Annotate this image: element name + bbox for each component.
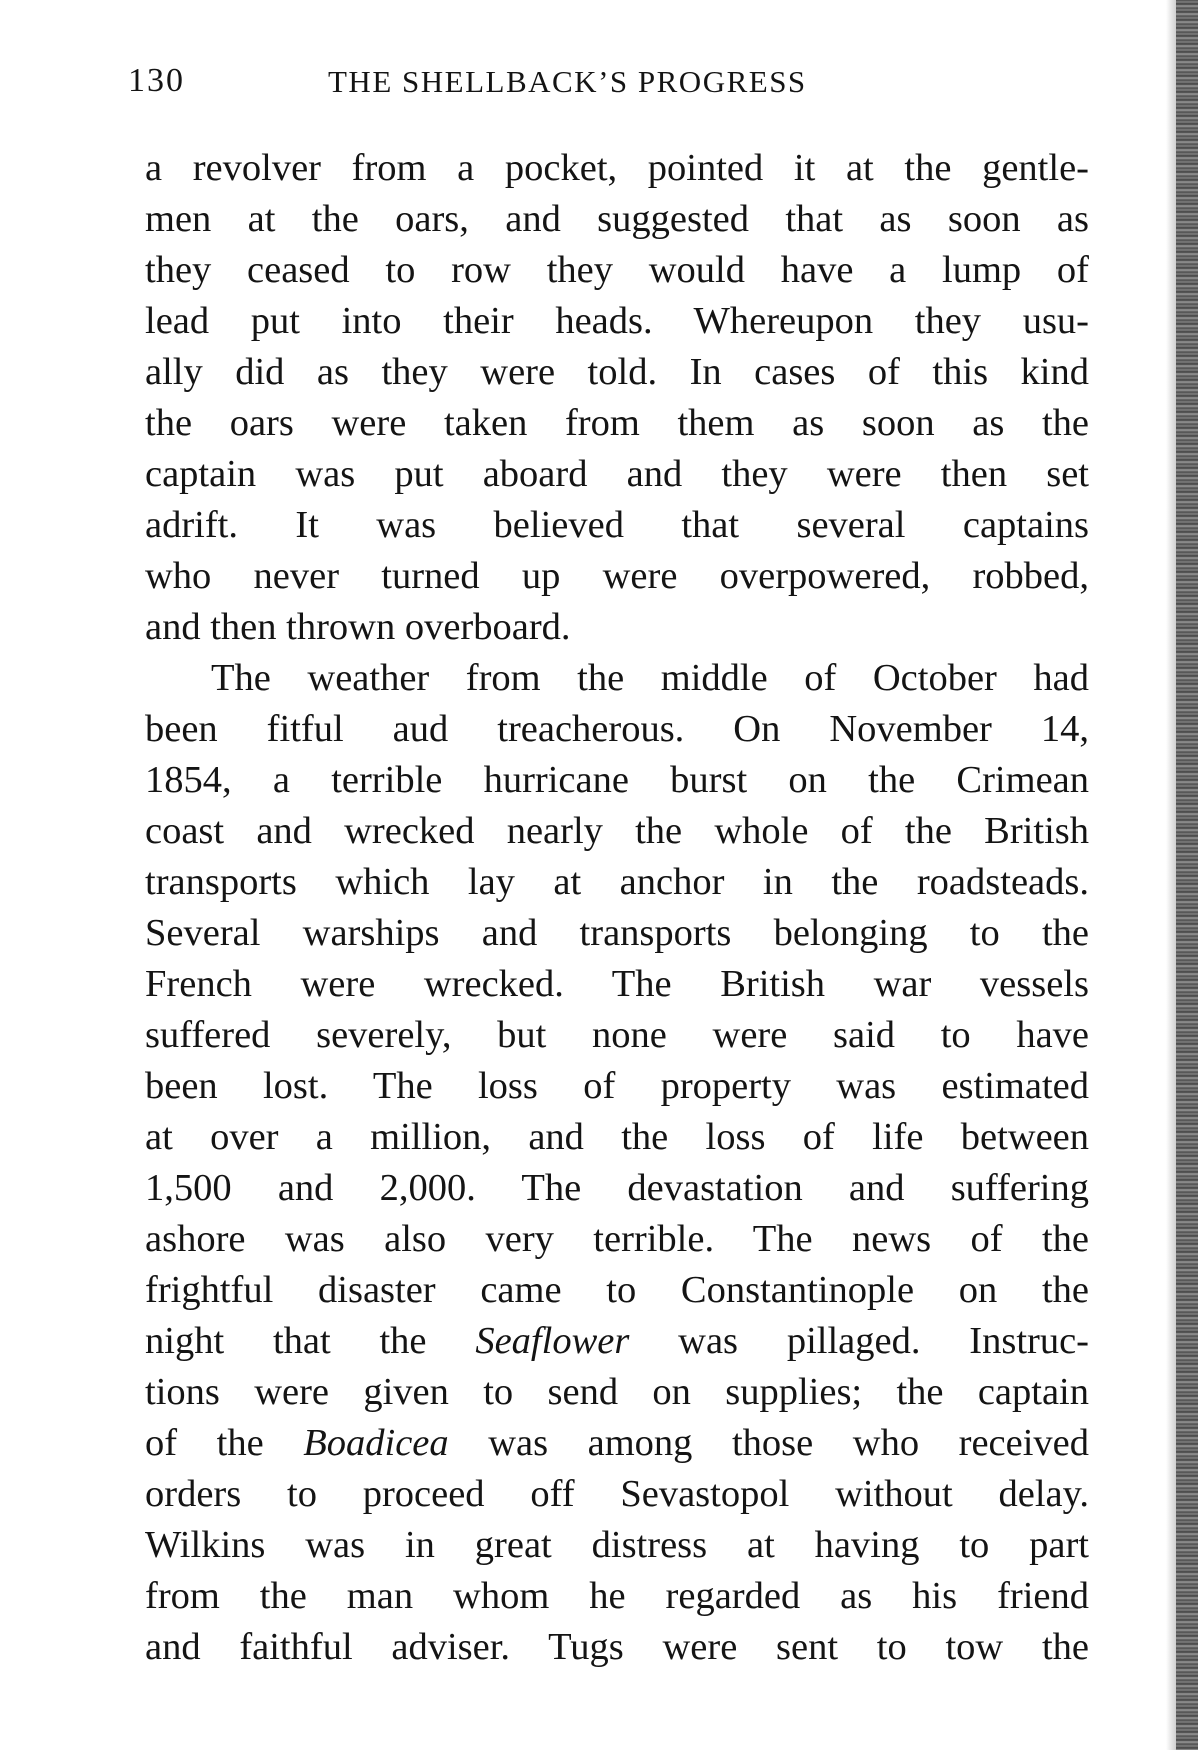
text-line: adrift. It was believed that several captains (145, 504, 1089, 546)
ship-name-boadicea: Boadicea (303, 1422, 449, 1464)
text-line: the oars were taken from them as soon as the (145, 402, 1089, 444)
text-line (145, 1316, 1089, 1367)
text-line: men at the oars, and suggested that as soon as (145, 198, 1089, 240)
page-header (128, 62, 928, 110)
text-line: The weather from the middle of October had (211, 657, 1089, 699)
text-segment: was among those who received (488, 1422, 1090, 1464)
text-line: lead put into their heads. Whereupon they usu- (145, 300, 1089, 342)
text-line: been lost. The loss of property was estimated (145, 1065, 1089, 1107)
text-line: suffered severely, but none were said to have (145, 1014, 1089, 1056)
body-text (145, 143, 1089, 1673)
text-line: ashore was also very terrible. The news of the (145, 1218, 1089, 1260)
text-line: coast and wrecked nearly the whole of the British (145, 810, 1089, 852)
text-line: a revolver from a pocket, pointed it at the gentle- (145, 147, 1089, 189)
text-segment: was pillaged. Instruc- (678, 1320, 1090, 1362)
page-number: 130 (128, 62, 185, 99)
text-line: they ceased to row they would have a lump of (145, 249, 1089, 291)
text-line: 1854, a terrible hurricane burst on the Crimean (145, 759, 1089, 801)
text-line: who never turned up were overpowered, robbed, (145, 555, 1089, 597)
text-line (145, 1418, 1089, 1469)
text-line: frightful disaster came to Constantinople on the (145, 1269, 1089, 1311)
text-line: ally did as they were told. In cases of this kind (145, 351, 1089, 393)
text-line: at over a million, and the loss of life between (145, 1116, 1089, 1158)
text-line: from the man whom he regarded as his friend (145, 1575, 1089, 1617)
text-segment: of the (145, 1422, 264, 1464)
page-edge-binding (1176, 0, 1198, 1750)
text-line: Wilkins was in great distress at having to part (145, 1524, 1089, 1566)
text-line: been fitful aud treacherous. On November 14, (145, 708, 1089, 750)
text-line: orders to proceed off Sevastopol without delay. (145, 1473, 1089, 1515)
running-head: THE SHELLBACK’S PROGRESS (328, 64, 807, 99)
text-line: French were wrecked. The British war vessels (145, 963, 1089, 1005)
text-line: 1,500 and 2,000. The devastation and suffering (145, 1167, 1089, 1209)
text-line: captain was put aboard and they were then set (145, 453, 1089, 495)
text-line: and faithful adviser. Tugs were sent to tow the (145, 1626, 1089, 1668)
ship-name-seaflower: Seaflower (475, 1320, 630, 1362)
text-line: transports which lay at anchor in the roadsteads. (145, 861, 1089, 903)
page-edge-shadow (1166, 0, 1176, 1750)
text-line: and then thrown overboard. (145, 606, 571, 648)
text-segment: night that the (145, 1320, 427, 1362)
text-line: tions were given to send on supplies; the captain (145, 1371, 1089, 1413)
text-line: Several warships and transports belonging to the (145, 912, 1089, 954)
